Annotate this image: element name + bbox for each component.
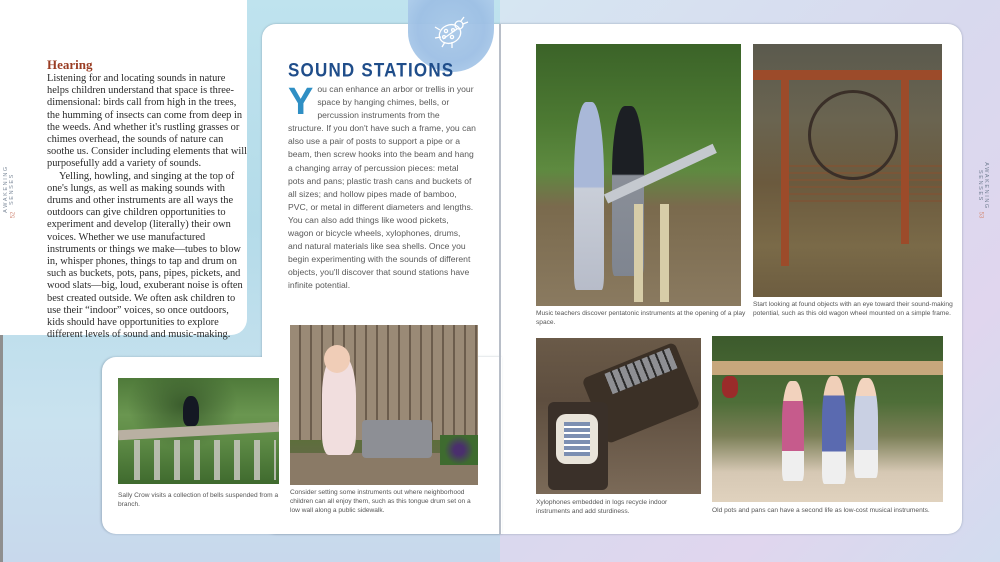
photo-crow-bells [118, 378, 279, 484]
photo-caption: Music teachers discover pentatonic instruments at the opening of a play space. [536, 310, 746, 327]
photo-caption: Consider setting some instruments out where neighborhood children can all enjoy them, such as this tongue drum set on a low wall along a public sidewalk. [290, 489, 471, 515]
panel-join [262, 340, 292, 370]
drop-cap: Y [288, 81, 314, 123]
photo-wagon-wheel [753, 44, 942, 297]
gutter [499, 24, 501, 534]
paragraph: Yelling, howling, and singing at the top of one's lungs, as well as making sounds with drums and other instruments are all ways the outdoors can give children opportunities to experiment and develop (literally) their own voices. Whether we use manufactured instruments or things we make—tubes to blow in, whisper phones, things to tap and drum on such as buckets, pots, pans, pipes, pickets, and wood slats—big, loud, exuberant noise is often best created outside. We often ask children to use their “indoor” voices, so once outdoors, kids should have opportunities to explore different levels of sound and music-making. [47, 170, 243, 341]
ladybug-icon [430, 12, 470, 52]
sidebar-body [288, 83, 476, 293]
photo-caption: Sally Crow visits a collection of bells suspended from a branch. [118, 492, 279, 509]
photo-caption: Xylophones embedded in logs recycle indoor instruments and add sturdiness. [536, 499, 668, 516]
photo-caption: Old pots and pans can have a second life as low-cost musical instruments. [712, 507, 930, 514]
page-number-right: 53 [977, 211, 984, 219]
photo-tongue-drum [290, 325, 478, 485]
photo-music-teachers [536, 44, 741, 306]
photo-caption: Start looking at found objects with an eye toward their sound-making potential, such as this old wagon wheel mounted on a simple frame. [753, 301, 953, 318]
photo-pots-and-pans [712, 336, 943, 502]
running-head-text: AWAKENING SENSES [3, 165, 15, 213]
section-heading: Hearing [47, 57, 93, 72]
sidebar-text: ou can enhance an arbor or trellis in your space by hanging chimes, bells, or percussion instruments from the structure. If you don't have such a frame, you can also use a pair of posts to support a pipe or a beam, then screw hooks into the beam and hang a changing array of percussion pieces: metal pots and pans; plastic trash cans and buckets of all sizes; and hollow pipes made of bamboo, PVC, or metal in different diameters and lengths. You can also add things like wood pickets, wagon or bicycle wheels, xylophones, drums, and natural materials like sea shells. Once you begin experimenting with the sounds of different objects, you'll discover that sound stations have infinite potential. [288, 84, 476, 291]
section-body [47, 73, 247, 341]
paragraph: Listening for and locating sounds in nature helps children understand that space is three-dimensional: birds call from high in the trees, the humming of insects can come from deep in the weeds. And whether it's rustling grasses or chimes overhead, the sounds of nature can soothe us. Consider including elements that will purposefully add a variety of sounds. [47, 73, 247, 170]
sidebar-title: SOUND STATIONS [288, 59, 455, 81]
running-head-text: AWAKENING SENSES [977, 162, 989, 210]
page-number-left: 52 [10, 211, 17, 219]
photo-xylophone-logs [536, 338, 701, 494]
